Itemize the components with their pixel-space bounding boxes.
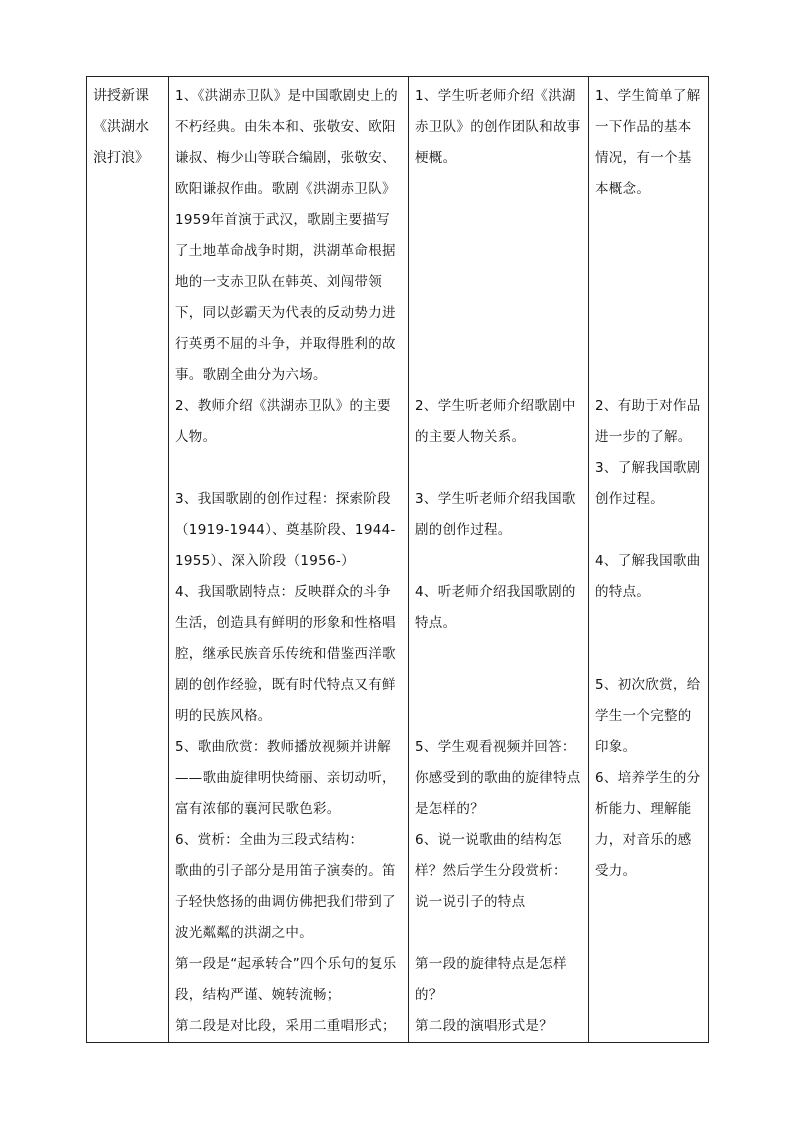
intent-paragraph: 2、有助于对作品进一步的了解。 (595, 398, 701, 445)
teacher-paragraph: 6、赏析：全曲为三段式结构： (175, 832, 364, 848)
section-label-line: 《洪湖水 (93, 119, 149, 135)
design-intent-cell (589, 77, 709, 1043)
intent-paragraph: 1、学生简单了解一下作品的基本情况，有一个基本概念。 (595, 88, 701, 197)
intent-paragraph: 5、初次欣赏，给学生一个完整的印象。 (595, 677, 701, 755)
table-row (87, 77, 709, 1043)
teacher-paragraph: 第一段是“起承转合”四个乐句的复乐段，结构严谨、婉转流畅； (175, 956, 397, 1003)
student-paragraph: 说一说引子的特点 (415, 894, 526, 910)
section-label (93, 81, 162, 174)
student-paragraph: 2、学生听老师介绍歌剧中的主要人物关系。 (415, 398, 576, 445)
intent-paragraph: 4、了解我国歌曲的特点。 (595, 553, 701, 600)
intent-paragraph: 6、培养学生的分析能力、理解能力，对音乐的感受力。 (595, 770, 701, 879)
lesson-plan-table (86, 76, 709, 1043)
teacher-paragraph: 第二段是对比段，采用二重唱形式； (175, 1018, 396, 1034)
teacher-paragraph: 歌曲的引子部分是用笛子演奏的。笛子轻快悠扬的曲调仿佛把我们带到了波光粼粼的洪湖之中。 (175, 863, 396, 941)
student-paragraph: 第二段的演唱形式是？ (415, 1018, 553, 1034)
teacher-activity-cell (169, 77, 409, 1043)
teacher-paragraph: 5、歌曲欣赏：教师播放视频并讲解——歌曲旋律明快绮丽、亲切动听，富有浓郁的襄河民歌色彩。 (175, 739, 396, 817)
student-paragraph: 6、说一说歌曲的结构怎样？然后学生分段赏析： (415, 832, 567, 879)
student-paragraph: 5、学生观看视频并回答：你感受到的歌曲的旋律特点是怎样的？ (415, 739, 581, 817)
student-paragraph: 第一段的旋律特点是怎样的？ (415, 956, 567, 1003)
section-label-line: 浪打浪》 (93, 150, 149, 166)
teacher-paragraph: 4、我国歌剧特点：反映群众的斗争生活，创造具有鲜明的形象和性格唱腔，继承民族音乐传统和借鉴西洋歌剧的创作经验，既有时代特点又有鲜明的民族风格。 (175, 584, 396, 724)
section-cell (87, 77, 169, 1043)
student-paragraph: 4、听老师介绍我国歌剧的特点。 (415, 584, 576, 631)
student-paragraph: 3、学生听老师介绍我国歌剧的创作过程。 (415, 491, 576, 538)
teacher-paragraph: 1、《洪湖赤卫队》是中国歌剧史上的不朽经典。由朱本和、张敬安、欧阳谦叔、梅少山等联合编剧，张敬安、欧阳谦叔作曲。歌剧《洪湖赤卫队》1959年首演于武汉，歌剧主要描写了土地革命战争时期，洪湖革命根据地的一支赤卫队在韩英、刘闯带领下，同以彭霸天为代表的反动势力进行英勇不屈的斗争，并取得胜利的故事。歌剧全曲分为六场。 (175, 88, 398, 383)
teacher-paragraph: 2、教师介绍《洪湖赤卫队》的主要人物。 (175, 398, 391, 445)
student-activity-cell (409, 77, 589, 1043)
teacher-paragraph: 3、我国歌剧的创作过程：探索阶段（1919-1944）、奠基阶段、1944-1955）、深入阶段（1956-） (175, 491, 396, 569)
student-paragraph: 1、学生听老师介绍《洪湖赤卫队》的创作团队和故事梗概。 (415, 88, 581, 166)
intent-paragraph: 3、了解我国歌剧创作过程。 (595, 460, 701, 507)
section-label-line: 讲授新课 (93, 88, 149, 104)
